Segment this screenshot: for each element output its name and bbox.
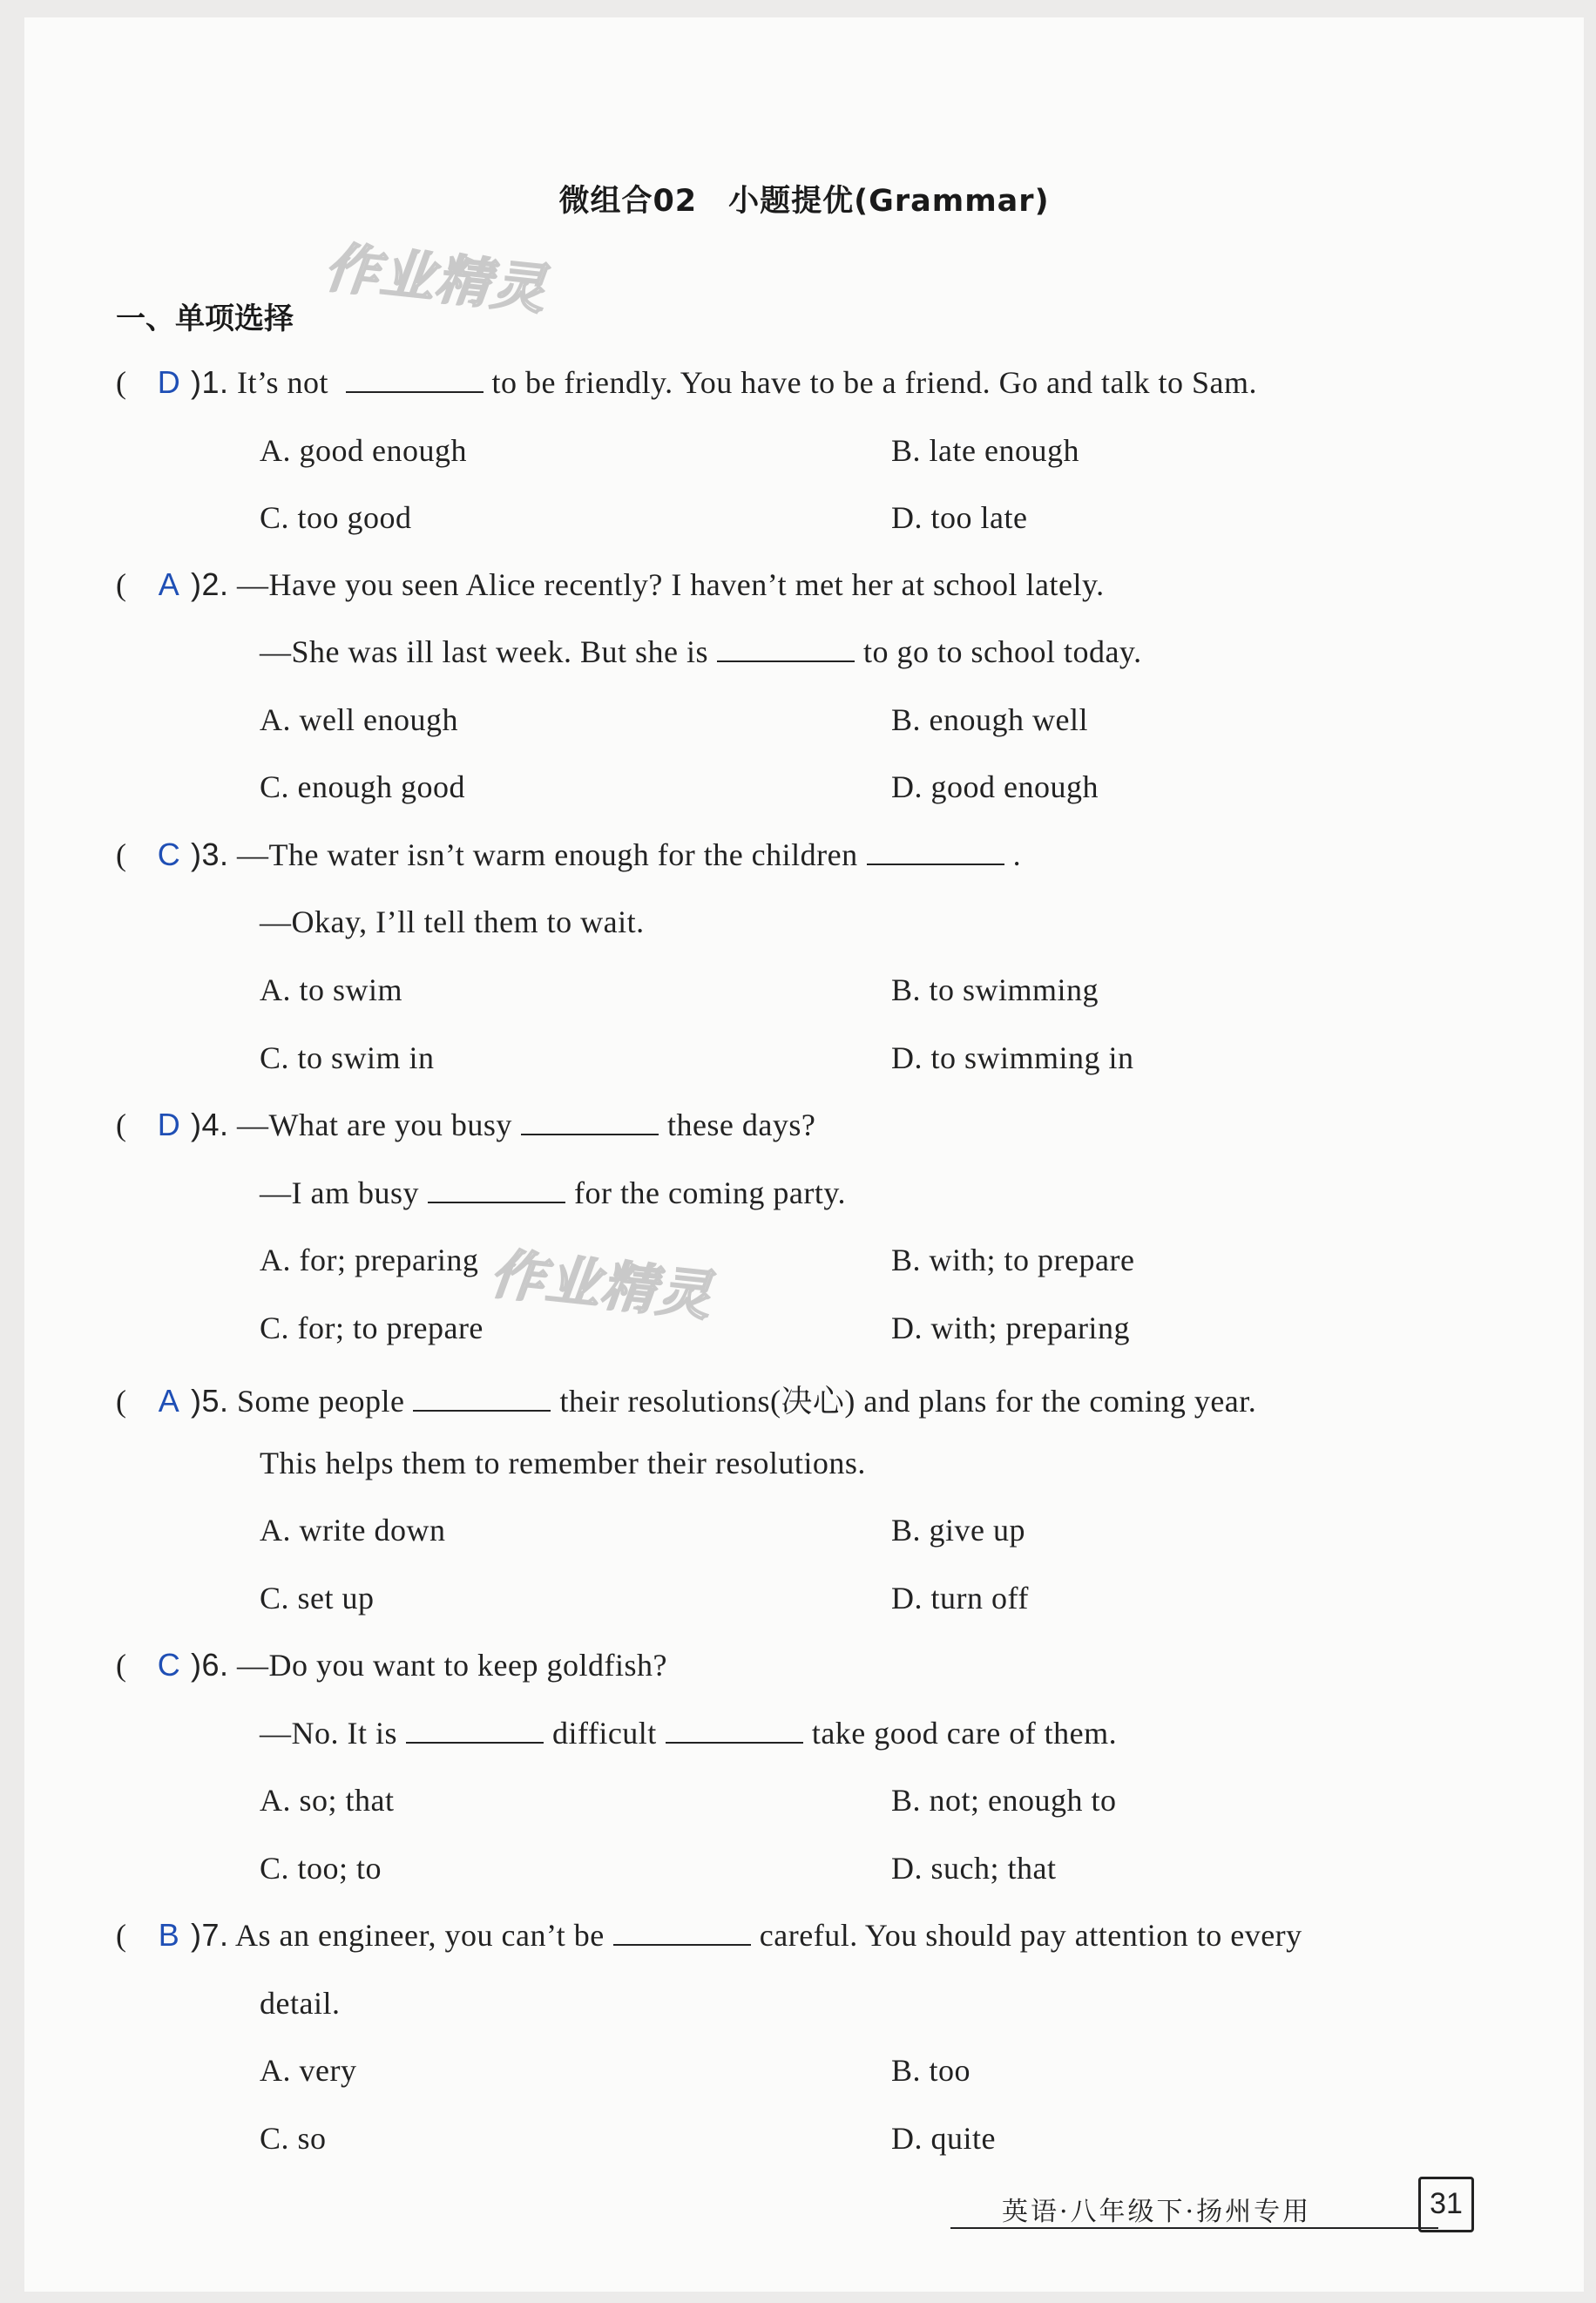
answer-2: A (158, 566, 180, 602)
footer-text: 英语·八年级下·扬州专用 (1002, 2197, 1312, 2227)
page-title: 微组合02 小题提优(Grammar) (558, 184, 1050, 219)
question-4-line-2: —I am busy for the coming party. (260, 1175, 847, 1210)
answer-blank (413, 1384, 551, 1412)
question-5: ( A )5. Some people their resolutions(决心) and plans for the coming year. (116, 1383, 1257, 1419)
answer-7: B (158, 1917, 180, 1953)
section-heading: 一、单项选择 (116, 301, 294, 336)
option-c: C. for; to prepare (260, 1311, 484, 1345)
option-c: C. to swim in (260, 1040, 435, 1075)
answer-blank (867, 837, 1004, 865)
answer-3: C (157, 837, 181, 872)
page-number: 31 (1418, 2177, 1474, 2232)
question-3: ( C )3. —The water isn’t warm enough for the children . (116, 837, 1022, 872)
option-d: D. to swimming in (891, 1040, 1134, 1075)
answer-4: D (157, 1107, 181, 1142)
option-d: D. good enough (891, 769, 1099, 804)
option-b: B. not; enough to (891, 1783, 1117, 1818)
answer-blank (346, 365, 484, 393)
answer-6: C (157, 1647, 181, 1683)
option-a: A. very (260, 2053, 357, 2088)
question-7: ( B )7. As an engineer, you can’t be careful. You should pay attention to every (116, 1917, 1302, 1953)
answer-blank (717, 634, 855, 662)
answer-blank (428, 1175, 565, 1203)
option-a: A. so; that (260, 1783, 395, 1818)
question-2: ( A )2. —Have you seen Alice recently? I haven’t met her at school lately. (116, 566, 1105, 602)
question-3-line-2: —Okay, I’ll tell them to wait. (260, 904, 645, 939)
option-c: C. too; to (260, 1851, 382, 1886)
option-d: D. with; preparing (891, 1311, 1130, 1345)
option-a: A. write down (260, 1513, 446, 1548)
answer-blank (613, 1918, 751, 1946)
option-d: D. such; that (891, 1851, 1057, 1886)
option-a: A. well enough (260, 702, 458, 737)
option-d: D. quite (891, 2121, 996, 2156)
answer-5: A (158, 1383, 180, 1419)
option-b: B. late enough (891, 433, 1079, 468)
option-b: B. with; to prepare (891, 1243, 1135, 1277)
question-2-line-2: —She was ill last week. But she is to go to school today. (260, 634, 1142, 669)
question-1: ( D )1. It’s not to be friendly. You have to be a friend. Go and talk to Sam. (116, 364, 1258, 400)
option-a: A. to swim (260, 972, 403, 1007)
option-c: C. so (260, 2121, 327, 2156)
option-c: C. too good (260, 500, 412, 535)
option-d: D. turn off (891, 1581, 1029, 1615)
option-d: D. too late (891, 500, 1028, 535)
watermark-logo: 作业精灵 (321, 234, 551, 322)
worksheet-page (24, 17, 1584, 2292)
footer-divider (950, 2227, 1438, 2229)
option-c: C. enough good (260, 769, 465, 804)
question-5-line-2: This helps them to remember their resolutions. (260, 1446, 866, 1480)
option-b: B. to swimming (891, 972, 1099, 1007)
answer-blank (666, 1716, 803, 1744)
answer-1: D (157, 364, 181, 400)
option-a: A. for; preparing (260, 1243, 479, 1277)
option-b: B. too (891, 2053, 971, 2088)
option-c: C. set up (260, 1581, 375, 1615)
option-b: B. enough well (891, 702, 1088, 737)
answer-blank (406, 1716, 544, 1744)
option-a: A. good enough (260, 433, 467, 468)
question-7-line-2: detail. (260, 1986, 341, 2021)
question-4: ( D )4. —What are you busy these days? (116, 1107, 816, 1142)
watermark-logo: 作业精灵 (487, 1241, 716, 1329)
question-6: ( C )6. —Do you want to keep goldfish? (116, 1647, 667, 1683)
answer-blank (521, 1107, 659, 1135)
question-6-line-2: —No. It is difficult take good care of them. (260, 1716, 1118, 1751)
option-b: B. give up (891, 1513, 1025, 1548)
